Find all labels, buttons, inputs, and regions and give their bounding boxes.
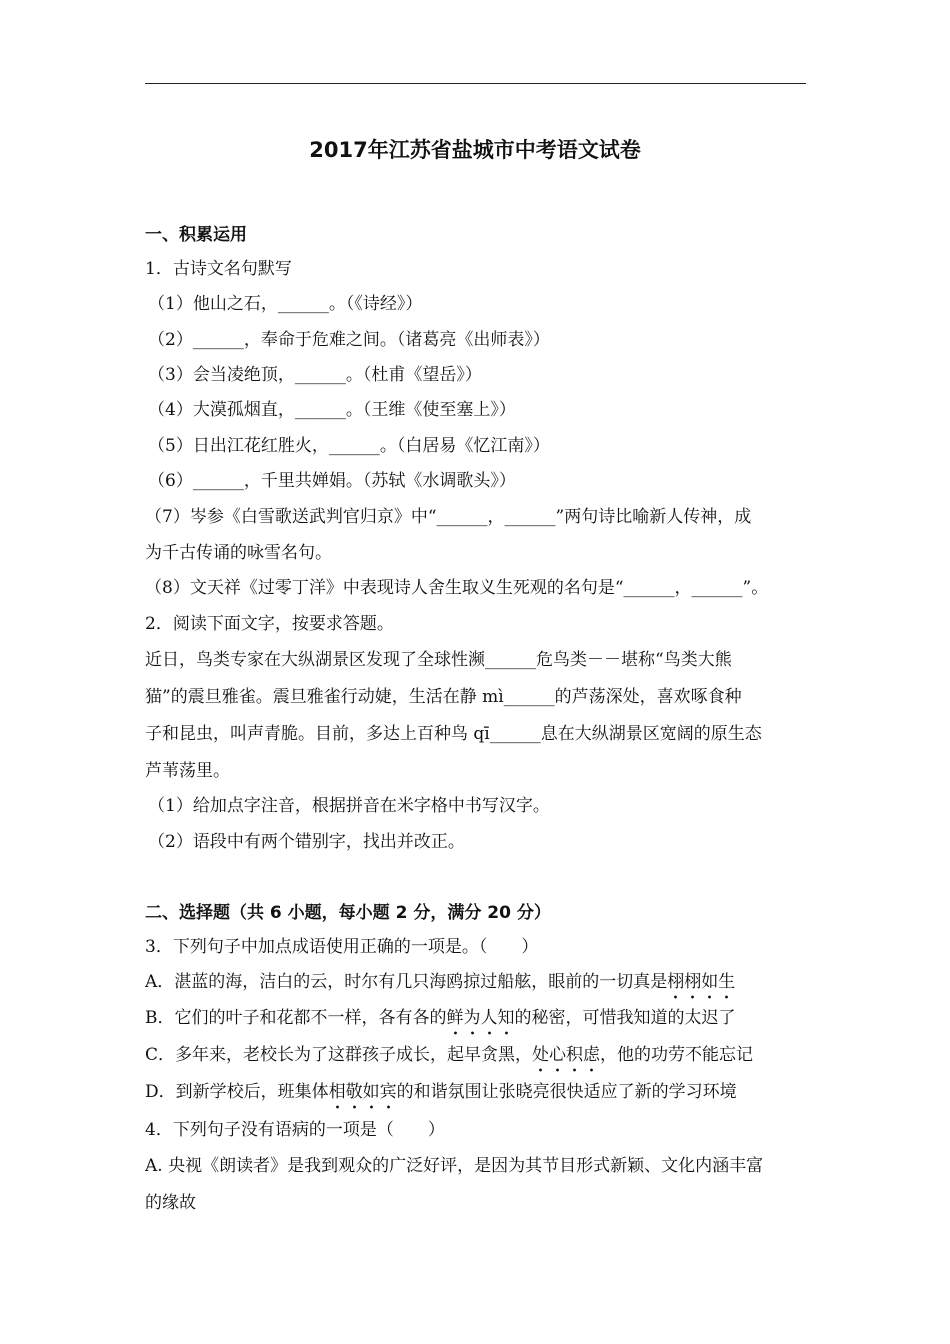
q1-item-7-line-1: （7）岑参《白雪歌送武判官归京》中“______，______”两句诗比喻新人传神，成 xyxy=(145,507,752,527)
top-rule xyxy=(145,83,806,84)
option-text: 的和谐氛围让张晓亮很快适应了新的学习环境 xyxy=(396,1082,737,1102)
q2-passage-line-2: 猫”的震旦雅雀。震旦雅雀行动婕，生活在静 mì______的芦荡深处，喜欢啄食种 xyxy=(145,687,742,707)
q1-item-4: （4）大漠孤烟直，______。（王维《使至塞上》） xyxy=(148,400,516,420)
dotted-idiom xyxy=(447,1005,515,1031)
q3-option-c xyxy=(145,1042,753,1068)
dotted-idiom xyxy=(532,1042,600,1068)
q4-option-a-line-2: 的缘故 xyxy=(145,1193,196,1213)
emphasis-dots xyxy=(532,1068,600,1072)
option-text: B．它们的叶子和花都不一样，各有各的 xyxy=(145,1008,447,1028)
q1-item-3: （3）会当凌绝顶，______。（杜甫《望岳》） xyxy=(148,365,482,385)
dotted-idiom-text: 栩栩如生 xyxy=(667,972,736,992)
option-text: 的秘密，可惜我知道的太迟了 xyxy=(514,1008,736,1028)
q1-item-8: （8）文天祥《过零丁洋》中表现诗人舍生取义生死观的名句是“______，______”。 xyxy=(145,578,769,598)
option-text: D．到新学校后，班集体 xyxy=(145,1082,329,1102)
option-text: ，他的功劳不能忘记 xyxy=(600,1045,754,1065)
q1-item-2: （2）______，奉命于危难之间。（诸葛亮《出师表》） xyxy=(148,330,550,350)
option-text: A．湛蓝的海，洁白的云，时尔有几只海鸥掠过船舷，眼前的一切真是 xyxy=(145,972,668,992)
question-3-stem: 3．下列句子中加点成语使用正确的一项是。（ ） xyxy=(145,937,539,957)
question-2-stem: 2．阅读下面文字，按要求答题。 xyxy=(145,614,394,634)
q1-item-5: （5）日出江花红胜火，______。（白居易《忆江南》） xyxy=(148,436,550,456)
q2-sub-2: （2）语段中有两个错别字，找出并改正。 xyxy=(148,832,465,852)
emphasis-dots xyxy=(667,995,735,999)
dotted-idiom-text: 鲜为人知 xyxy=(446,1008,515,1028)
q3-option-a xyxy=(145,969,735,995)
q2-sub-1: （1）给加点字注音，根据拼音在米字格中书写汉字。 xyxy=(148,796,550,816)
q2-passage-line-1: 近日，鸟类专家在大纵湖景区发现了全球性濒______危鸟类－－堪称“鸟类大熊 xyxy=(145,650,732,670)
page-title: 2017年江苏省盐城市中考语文试卷 xyxy=(309,138,641,162)
section-heading-2: 二、选择题（共 6 小题，每小题 2 分，满分 20 分） xyxy=(145,903,551,923)
q1-item-7-line-2: 为千古传诵的咏雪名句。 xyxy=(145,543,332,563)
q2-passage-line-4: 芦苇荡里。 xyxy=(145,761,230,781)
option-text: C．多年来，老校长为了这群孩子成长，起早贪黑， xyxy=(145,1045,533,1065)
dotted-idiom-text: 相敬如宾 xyxy=(328,1082,397,1102)
emphasis-dots xyxy=(329,1105,397,1109)
q3-option-b xyxy=(145,1005,736,1031)
dotted-idiom xyxy=(667,969,735,995)
q2-passage-line-3: 子和昆虫，叫声青脆。目前，多达上百种鸟 qī______息在大纵湖景区宽阔的原生态 xyxy=(145,724,762,744)
question-1-stem: 1．古诗文名句默写 xyxy=(145,259,292,279)
question-4-stem: 4．下列句子没有语病的一项是（ ） xyxy=(145,1120,445,1140)
q1-item-6: （6）______，千里共婵娟。（苏轼《水调歌头》） xyxy=(148,471,516,491)
dotted-idiom xyxy=(329,1079,397,1105)
q3-option-d xyxy=(145,1079,737,1105)
section-heading-1: 一、积累运用 xyxy=(145,225,247,245)
emphasis-dots xyxy=(447,1031,515,1035)
q1-item-1: （1）他山之石，______。（《诗经》） xyxy=(148,294,423,314)
dotted-idiom-text: 处心积虑 xyxy=(532,1045,601,1065)
q4-option-a-line-1: A. 央视《朗读者》是我到观众的广泛好评，是因为其节目形式新颖、文化内涵丰富 xyxy=(145,1156,764,1176)
